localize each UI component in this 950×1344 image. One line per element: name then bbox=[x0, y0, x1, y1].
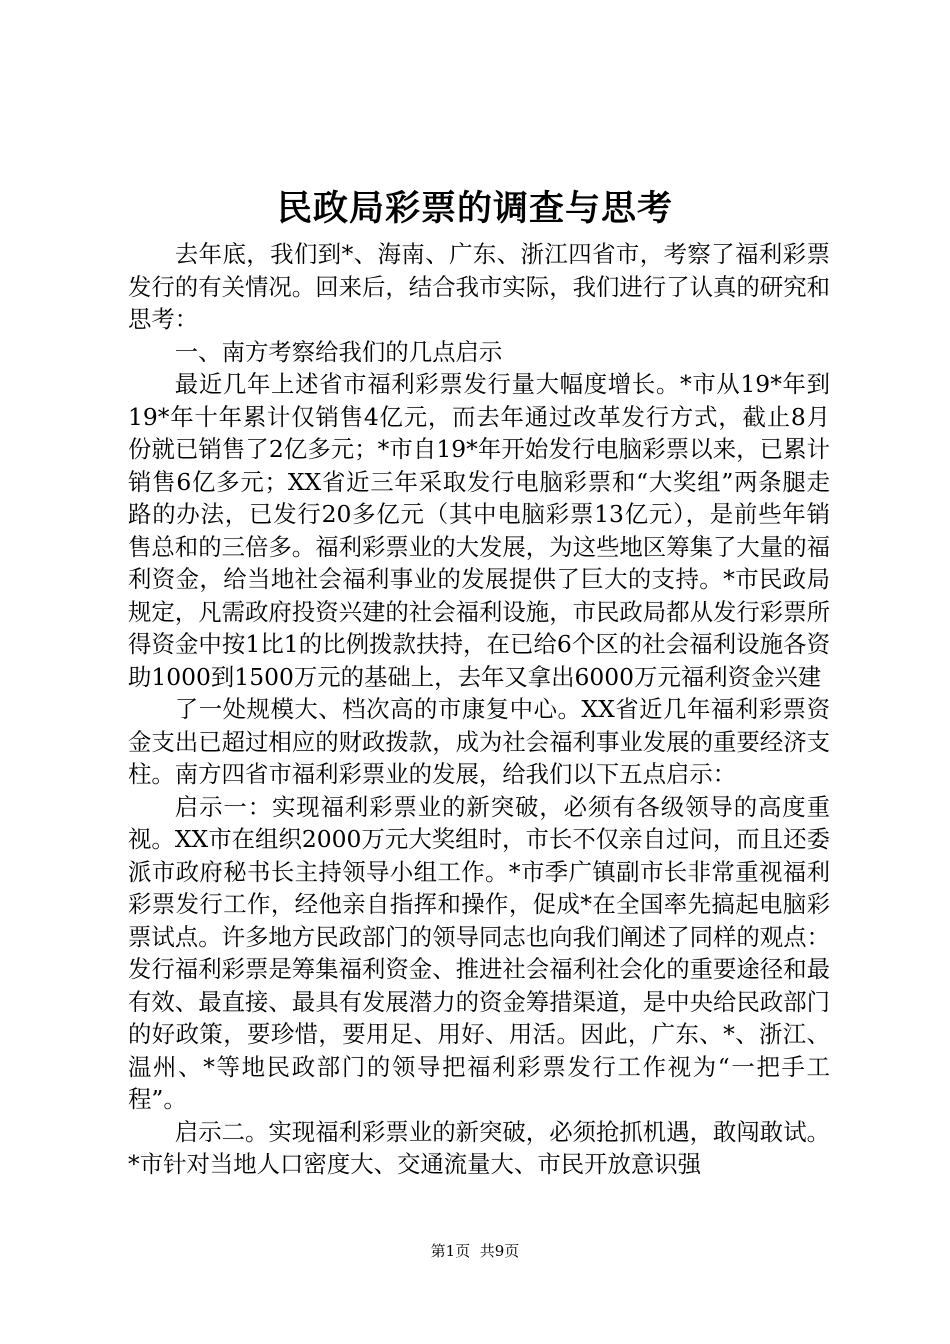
paragraph-growth: 最近几年上述省市福利彩票发行量大幅度增长。*市从19*年到19*年十年累计仅销售4亿元，而去年通过改革发行方式，截止8月份就已销售了2亿多元；*市自19*年开始发行电脑彩票以来，已累计销售6亿多元；XX省近三年采取发行电脑彩票和“大奖组”两条腿走路的办法，已发行20多亿元（其中电脑彩票13亿元），是前些年销售总和的三倍多。福利彩票业的大发展，为这些地区筹集了大量的福利资金，给当地社会福利事业的发展提供了巨大的支持。*市民政局规定，凡需政府投资兴建的社会福利设施，市民政局都从发行彩票所得资金中按1比1的比例拨款扶持，在已给6个区的社会福利设施各资助1000到1500万元的基础上，去年又拿出6000万元福利资金兴建 bbox=[128, 370, 830, 691]
page-number: 第1页 bbox=[430, 1242, 471, 1260]
document-body bbox=[128, 238, 830, 1181]
section-heading-1: 一、南方考察给我们的几点启示 bbox=[174, 337, 503, 366]
page-footer bbox=[0, 1241, 950, 1261]
page-total: 共9页 bbox=[479, 1242, 520, 1260]
paragraph-insight-1: 启示一：实现福利彩票业的新突破，必须有各级领导的高度重视。XX市在组织2000万元大奖组时，市长不仅亲自过问，而且还委派市政府秘书长主持领导小组工作。*市季广镇副市长非常重视福利彩票发行工作，经他亲自指挥和操作，促成*在全国率先搞起电脑彩票试点。许多地方民政部门的领导同志也向我们阐述了同样的观点：发行福利彩票是筹集福利资金、推进社会福利社会化的重要途径和最有效、最直接、最具有发展潜力的资金筹措渠道，是中央给民政部门的好政策，要珍惜，要用足、用好、用活。因此，广东、*、浙江、温州、*等地民政部门的领导把福利彩票发行工作视为“一把手工程”。 bbox=[128, 792, 830, 1113]
document-title: 民政局彩票的调查与思考 bbox=[276, 188, 673, 229]
paragraph-rehab-center: 了一处规模大、档次高的市康复中心。XX省近几年福利彩票资金支出已超过相应的财政拨款，成为社会福利事业发展的重要经济支柱。南方四省市福利彩票业的发展，给我们以下五点启示： bbox=[128, 695, 830, 788]
paragraph-intro: 去年底，我们到*、海南、广东、浙江四省市，考察了福利彩票发行的有关情况。回来后，结合我市实际，我们进行了认真的研究和思考： bbox=[128, 240, 830, 333]
paragraph-insight-2: 启示二。实现福利彩票业的新突破，必须抢抓机遇，敢闯敢试。*市针对当地人口密度大、交通流量大、市民开放意识强 bbox=[128, 1117, 830, 1178]
